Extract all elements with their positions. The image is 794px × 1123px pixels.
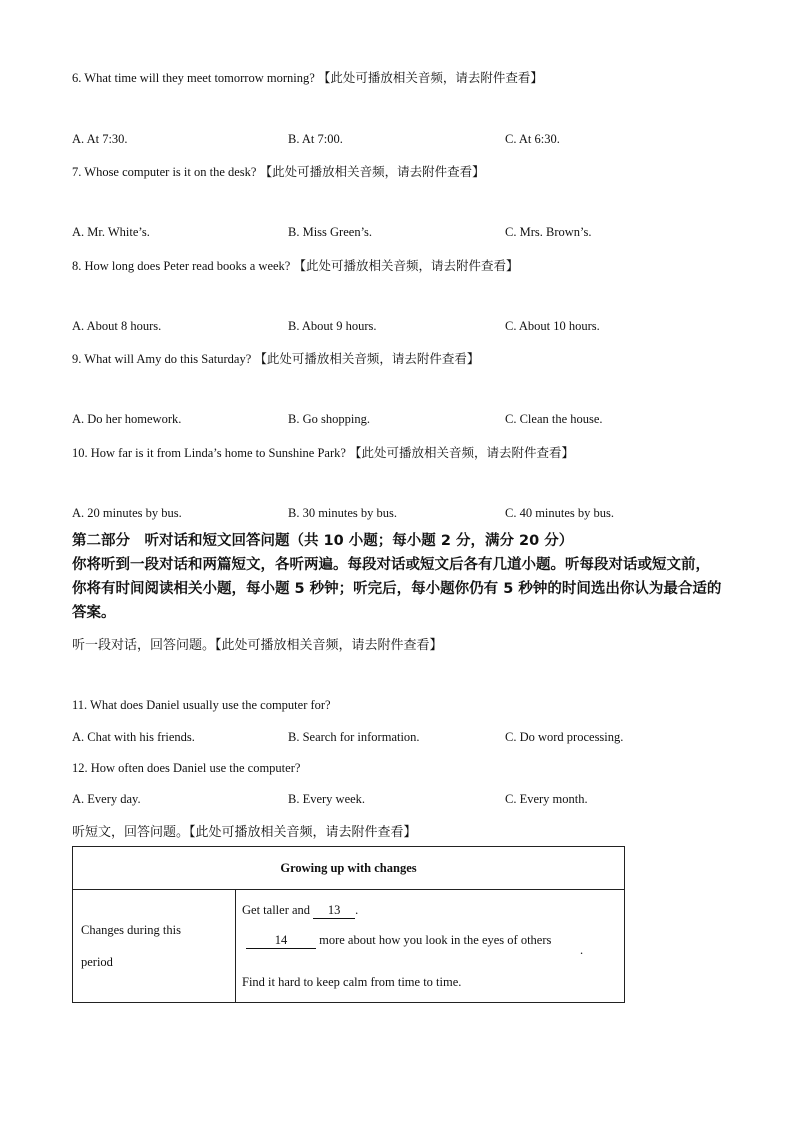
table-right-cell [236, 889, 624, 1002]
section-2-instructions: 你将听到一段对话和两篇短文，各听两遍。每段对话或短文后各有几道小题。听每段对话或短文前，你将有时间阅读相关小题，每小题 5 秒钟；听完后，每小题你仍有 5 秒钟的时间选出你认为最合适的答案。 [72, 557, 722, 621]
question-12-option-a: A. Every day. [72, 792, 141, 806]
table-row-1 [242, 903, 358, 919]
table-row-3: Find it hard to keep calm from time to time. [242, 975, 462, 989]
question-10-stem: 10. How far is it from Linda’s home to Sunshine Park? 【此处可播放相关音频，请去附件查看】 [72, 446, 575, 460]
notes-table [72, 846, 625, 1003]
question-9-stem: 9. What will Amy do this Saturday? 【此处可播放相关音频，请去附件查看】 [72, 352, 480, 366]
question-6-stem: 6. What time will they meet tomorrow morning? 【此处可播放相关音频，请去附件查看】 [72, 71, 543, 85]
section-2-heading: 第二部分 听对话和短文回答问题（共 10 小题；每小题 2 分，满分 20 分） [72, 533, 574, 549]
row-1-suffix: . [355, 903, 359, 917]
question-10-option-c: C. 40 minutes by bus. [505, 506, 615, 520]
row-2-suffix: more about how you look in the eyes of others [316, 933, 552, 947]
question-12-option-c: C. Every month. [505, 792, 588, 806]
table-left-label-line-1: Changes during this [81, 923, 181, 937]
question-8-stem: 8. How long does Peter read books a week? 【此处可播放相关音频，请去附件查看】 [72, 259, 519, 273]
blank-13[interactable]: 13 [313, 903, 355, 919]
question-9-option-c: C. Clean the house. [505, 412, 603, 426]
question-7-option-c: C. Mrs. Brown’s. [505, 225, 592, 239]
question-6-option-a: A. At 7:30. [72, 132, 128, 146]
question-8-option-b: B. About 9 hours. [288, 319, 377, 333]
question-6-option-b: B. At 7:00. [288, 132, 343, 146]
table-left-label-line-2: period [81, 955, 113, 969]
question-10-option-a: A. 20 minutes by bus. [72, 506, 182, 520]
question-9-option-b: B. Go shopping. [288, 412, 370, 426]
question-7-stem: 7. Whose computer is it on the desk? 【此处可播放相关音频，请去附件查看】 [72, 165, 485, 179]
question-7-option-b: B. Miss Green’s. [288, 225, 373, 239]
row-2-dot: . [580, 943, 584, 957]
question-8-option-a: A. About 8 hours. [72, 319, 162, 333]
question-6-option-c: C. At 6:30. [505, 132, 560, 146]
table-title: Growing up with changes [73, 847, 624, 890]
table-row-2 [246, 933, 551, 949]
question-7-option-a: A. Mr. White’s. [72, 225, 150, 239]
question-11-option-c: C. Do word processing. [505, 730, 624, 744]
question-12-stem: 12. How often does Daniel use the computer? [72, 761, 301, 775]
question-12-option-b: B. Every week. [288, 792, 366, 806]
question-11-option-b: B. Search for information. [288, 730, 420, 744]
table-left-cell [73, 889, 236, 1002]
row-1-prefix: Get taller and [242, 903, 314, 917]
question-11-stem: 11. What does Daniel usually use the computer for? [72, 698, 331, 712]
question-8-option-c: C. About 10 hours. [505, 319, 600, 333]
passage-prompt: 听短文，回答问题。【此处可播放相关音频，请去附件查看】 [72, 824, 417, 839]
blank-14[interactable]: 14 [246, 933, 316, 949]
question-11-option-a: A. Chat with his friends. [72, 730, 195, 744]
question-10-option-b: B. 30 minutes by bus. [288, 506, 398, 520]
question-9-option-a: A. Do her homework. [72, 412, 182, 426]
dialogue-prompt: 听一段对话，回答问题。【此处可播放相关音频，请去附件查看】 [72, 637, 443, 652]
